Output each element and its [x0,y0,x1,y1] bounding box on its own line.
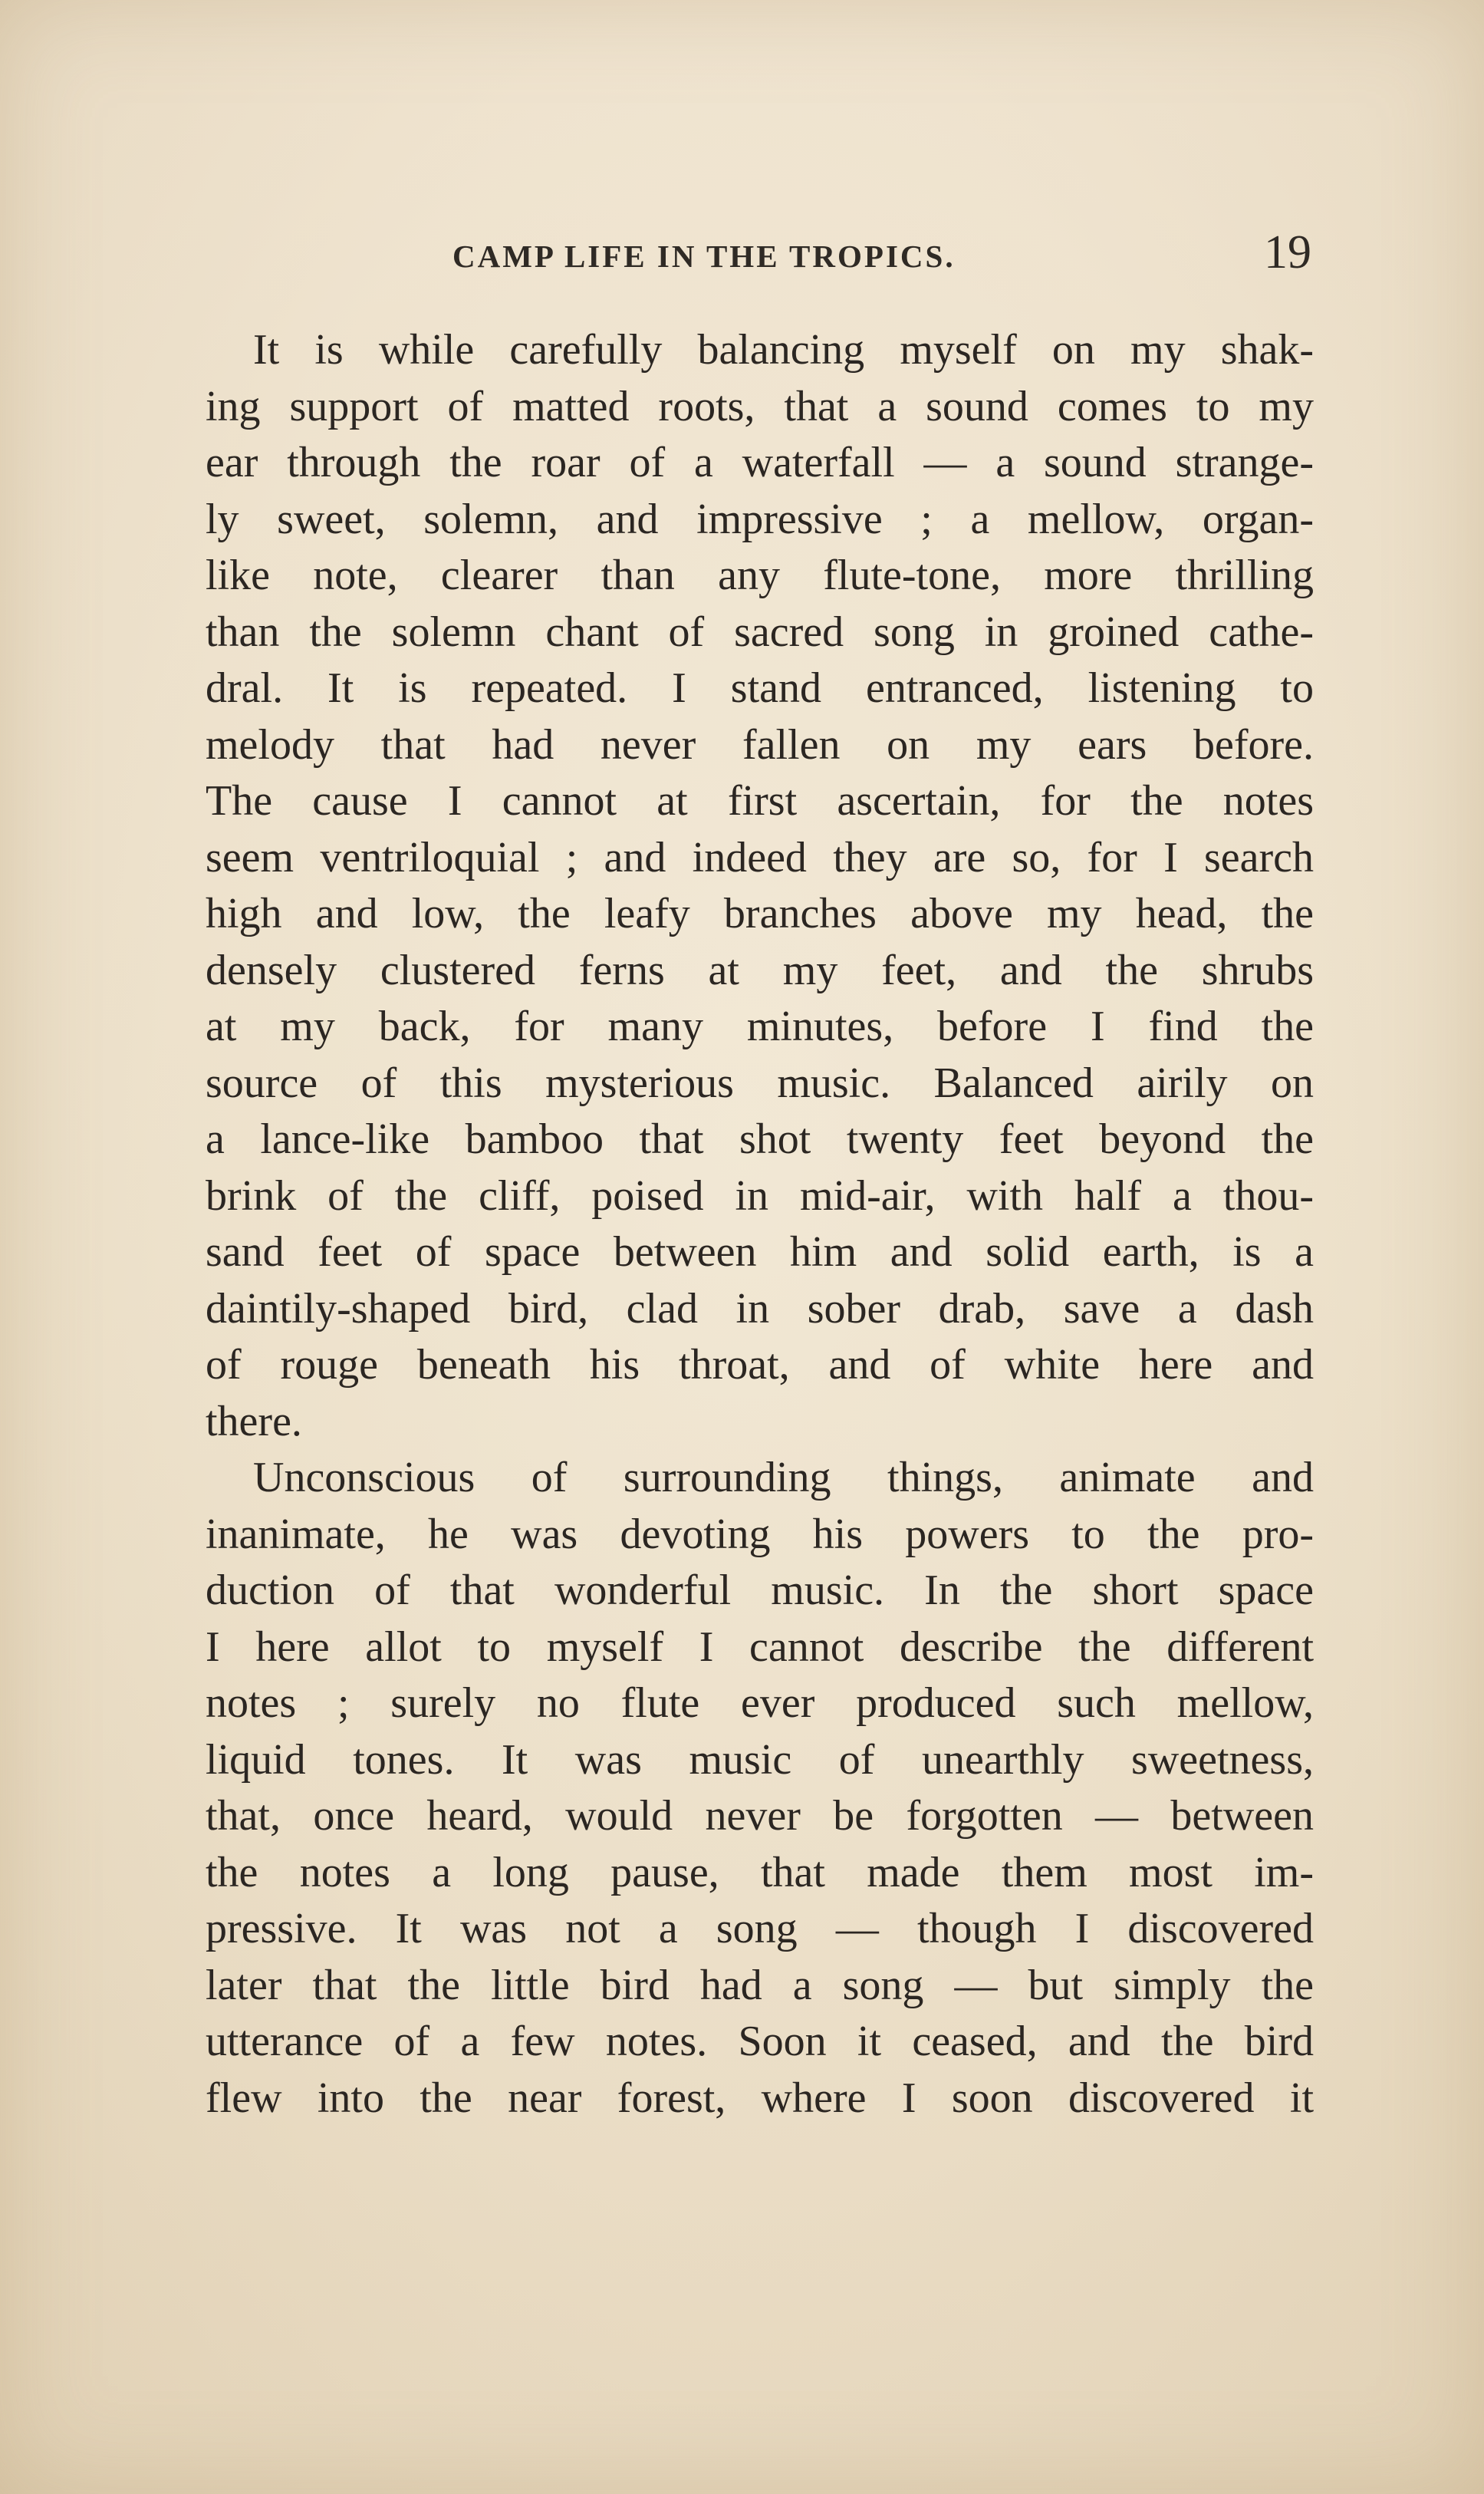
text-line: seem ventriloquial ; and indeed they are so, for I search [206,833,1314,881]
body-text [206,322,1314,2127]
text-line: pressive. It was not a song — though I discovered [206,1905,1314,1952]
text-line: that, once heard, would never be forgotten — between [206,1792,1314,1840]
text-line: It is while carefully balancing myself on my shak- [253,326,1314,374]
page-number: 19 [1264,226,1311,278]
text-line: inanimate, he was devoting his powers to the pro- [206,1510,1314,1558]
text-line: later that the little bird had a song — but simply the [206,1961,1314,2009]
text-line: ly sweet, solemn, and impressive ; a mellow, organ- [206,495,1314,543]
header-title: CAMP LIFE IN THE TROPICS. [452,239,956,274]
text-line: duction of that wonderful music. In the short space [206,1567,1314,1614]
text-line: The cause I cannot at first ascertain, for the notes [206,777,1314,825]
text-line: source of this mysterious music. Balanced airily on [206,1059,1314,1107]
text-line: densely clustered ferns at my feet, and the shrubs [206,946,1314,994]
text-line: liquid tones. It was music of unearthly sweetness, [206,1735,1314,1784]
text-line: brink of the cliff, poised in mid-air, with half a thou- [206,1171,1314,1220]
text-line: Unconscious of surrounding things, animate and [253,1454,1314,1501]
text-line: melody that had never fallen on my ears before. [206,720,1314,769]
text-line: ing support of matted roots, that a sound comes to my [206,382,1314,430]
text-line: sand feet of space between him and solid earth, is a [206,1228,1314,1276]
text-line: like note, clearer than any flute-tone, more thrilling [206,552,1314,599]
text-line: utterance of a few notes. Soon it ceased, and the bird [206,2018,1314,2065]
running-head [199,226,1311,292]
text-line: notes ; surely no flute ever produced such mellow, [206,1679,1314,1727]
text-line: than the solemn chant of sacred song in groined cathe- [206,608,1314,656]
text-line: high and low, the leafy branches above my head, the [206,890,1314,937]
text-line: daintily-shaped bird, clad in sober drab, save a dash [206,1284,1314,1333]
text-line: at my back, for many minutes, before I find the [206,1003,1314,1050]
text-line: a lance-like bamboo that shot twenty feet beyond the [206,1115,1314,1163]
text-line: ear through the roar of a waterfall — a sound strange- [206,439,1314,486]
text-line: the notes a long pause, that made them most im- [206,1848,1314,1896]
text-line: dral. It is repeated. I stand entranced, listening to [206,664,1314,712]
text-line: flew into the near forest, where I soon discovered it [206,2074,1314,2122]
text-line: there. [206,1397,302,1445]
text-line: of rouge beneath his throat, and of white here and [206,1341,1314,1389]
text-line: I here allot to myself I cannot describe the different [206,1623,1314,1671]
